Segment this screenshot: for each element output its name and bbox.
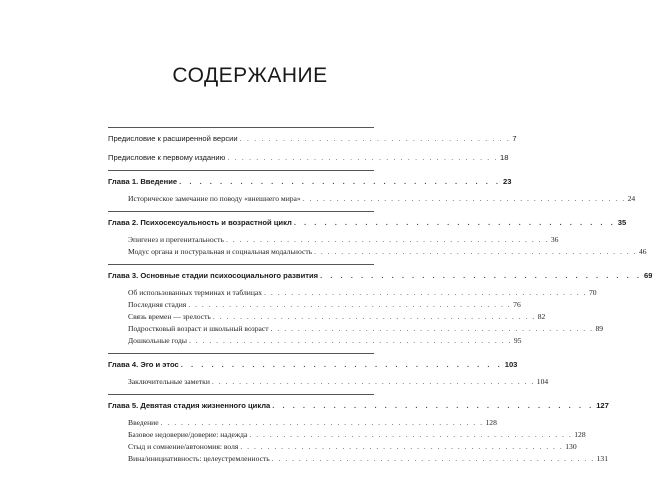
toc-chapter-1[interactable] bbox=[108, 176, 512, 188]
chapter-title: Глава 5. Девятая стадия жизненного цикла bbox=[108, 401, 271, 410]
leader-dots: . . . . . . . . . . . . . . . . . . . . . . . . . . . . . . . . . . . . . . . . . . . . . . . . bbox=[188, 300, 512, 309]
section-page: 89 bbox=[595, 324, 604, 333]
section-title: Об использованных терминах и таблицах bbox=[128, 288, 263, 297]
section-page: 128 bbox=[574, 430, 586, 439]
leader-dots: . . . . . . . . . . . . . . . . . . . . . . . . . . . . . . . . . . . . . . . . . . . . . . . . bbox=[271, 454, 595, 463]
toc-chapter-3[interactable] bbox=[108, 270, 652, 282]
section-title: Заключительные заметки bbox=[128, 377, 210, 386]
leader-dots: . . . . . . . . . . . . . . . . . . . . . . . . . . . . . . . . . . . . . . . . . . . . . . . . bbox=[314, 247, 637, 256]
leader-dots: . . . . . . . . . . . . . . . . . . . . . . . . . . . . . . . . . . . . . . . . . . . . . . . . bbox=[302, 194, 626, 203]
section-title: Базовое недоверие/доверие: надежда bbox=[128, 430, 248, 439]
toc-section[interactable] bbox=[108, 335, 522, 347]
leader-dots: . . . . . . . . . . . . . . . . . . . . . . . . . . . . . . . . bbox=[320, 271, 642, 280]
toc-section[interactable] bbox=[108, 441, 577, 453]
section-page: 130 bbox=[565, 442, 577, 451]
leader-dots: . . . . . . . . . . . . . . . . . . . . . . . . . . . . . . . . . . . . . . . . . . . . . . . . bbox=[211, 377, 535, 386]
section-page: 95 bbox=[513, 336, 522, 345]
toc-entry-page: 18 bbox=[500, 153, 509, 162]
toc-entry-front-0[interactable] bbox=[108, 133, 517, 145]
leader-dots: . . . . . . . . . . . . . . . . . . . . . . . . . . . . . . . . . . . . . . . . . . . . . . . . bbox=[264, 288, 587, 297]
page-title: СОДЕРЖАНИЕ bbox=[172, 64, 328, 87]
toc-chapter-2[interactable] bbox=[108, 217, 627, 229]
toc-entry-front-1[interactable] bbox=[108, 152, 509, 164]
toc-entry-label: Предисловие к расширенной версии bbox=[108, 134, 238, 143]
section-title: Вина/инициативность: целеустремленность bbox=[128, 454, 270, 463]
section-title: Введение bbox=[128, 418, 159, 427]
toc-section[interactable] bbox=[108, 193, 636, 205]
toc-section[interactable] bbox=[108, 311, 546, 323]
section-title: Историческое замечание по поводу «внешнего мира» bbox=[128, 194, 301, 203]
table-of-contents bbox=[108, 127, 652, 465]
section-page: 128 bbox=[485, 418, 497, 427]
section-page: 36 bbox=[550, 235, 559, 244]
section-page: 76 bbox=[513, 300, 521, 309]
leader-dots: . . . . . . . . . . . . . . . . . . . . . . . . . . . . . . . . . . . . . . . . . . . . . . . . bbox=[160, 418, 484, 427]
chapter-title: Глава 3. Основные стадии психосоциального развития bbox=[108, 271, 319, 280]
section-page: 46 bbox=[638, 247, 647, 256]
chapter-title: Глава 4. Эго и этос bbox=[108, 360, 179, 369]
chapter-page: 35 bbox=[617, 218, 627, 227]
section-page: 70 bbox=[588, 288, 597, 297]
toc-section[interactable] bbox=[108, 323, 604, 335]
section-page: 82 bbox=[537, 312, 546, 321]
toc-entry-page: 7 bbox=[512, 134, 517, 143]
leader-dots: . . . . . . . . . . . . . . . . . . . . . . . . . . . . . . . . bbox=[179, 177, 502, 186]
toc-section[interactable] bbox=[108, 299, 521, 311]
section-title: Связь времен — зрелость bbox=[128, 312, 211, 321]
chapter-page: 23 bbox=[503, 177, 512, 186]
toc-chapter-4[interactable] bbox=[108, 359, 518, 371]
toc-chapter-5[interactable] bbox=[108, 400, 609, 412]
toc-section[interactable] bbox=[108, 453, 608, 465]
section-title: Последняя стадия bbox=[128, 300, 187, 309]
leader-dots: . . . . . . . . . . . . . . . . . . . . . . . . . . . . . . . . . . . . . . . . . . . . . . . . bbox=[225, 235, 549, 244]
toc-section[interactable] bbox=[108, 246, 647, 258]
toc-section[interactable] bbox=[108, 287, 597, 299]
leader-dots: . . . . . . . . . . . . . . . . . . . . . . . . . . . . . . . . . . . . . . bbox=[227, 153, 499, 162]
section-title: Дошкольные годы bbox=[128, 336, 187, 345]
section-title: Стыд и сомнение/автономия: воля bbox=[128, 442, 239, 451]
chapter-page: 103 bbox=[504, 360, 518, 369]
leader-dots: . . . . . . . . . . . . . . . . . . . . . . . . . . . . . . . . . . . . . . bbox=[239, 134, 511, 143]
section-title: Эпигенез и прегенитальность bbox=[128, 235, 224, 244]
toc-section[interactable] bbox=[108, 417, 497, 429]
leader-dots: . . . . . . . . . . . . . . . . . . . . . . . . . . . . . . . . . . . . . . . . . . . . . . . . bbox=[212, 312, 536, 321]
toc-section[interactable] bbox=[108, 429, 586, 441]
section-title: Подростковый возраст и школьный возраст bbox=[128, 324, 269, 333]
leader-dots: . . . . . . . . . . . . . . . . . . . . . . . . . . . . . . . . . . . . . . . . . . . . . . . . bbox=[240, 442, 564, 451]
toc-section[interactable] bbox=[108, 376, 549, 388]
chapter-page: 127 bbox=[596, 401, 609, 410]
section-page: 131 bbox=[596, 454, 608, 463]
leader-dots: . . . . . . . . . . . . . . . . . . . . . . . . . . . . . . . . bbox=[180, 360, 503, 369]
leader-dots: . . . . . . . . . . . . . . . . . . . . . . . . . . . . . . . . . . . . . . . . . . . . . . . . bbox=[249, 430, 573, 439]
chapter-page: 69 bbox=[643, 271, 652, 280]
leader-dots: . . . . . . . . . . . . . . . . . . . . . . . . . . . . . . . . bbox=[272, 401, 595, 410]
section-title: Модус органа и постуральная и социальная модальность bbox=[128, 247, 313, 256]
leader-dots: . . . . . . . . . . . . . . . . . . . . . . . . . . . . . . . . bbox=[293, 218, 616, 227]
toc-entry-label: Предисловие к первому изданию bbox=[108, 153, 226, 162]
chapter-title: Глава 1. Введение bbox=[108, 177, 178, 186]
leader-dots: . . . . . . . . . . . . . . . . . . . . . . . . . . . . . . . . . . . . . . . . . . . . . . . . bbox=[270, 324, 594, 333]
leader-dots: . . . . . . . . . . . . . . . . . . . . . . . . . . . . . . . . . . . . . . . . . . . . . . . . bbox=[188, 336, 512, 345]
section-page: 24 bbox=[627, 194, 636, 203]
section-page: 104 bbox=[536, 377, 549, 386]
toc-section[interactable] bbox=[108, 234, 559, 246]
chapter-title: Глава 2. Психосексуальность и возрастной цикл bbox=[108, 218, 292, 227]
